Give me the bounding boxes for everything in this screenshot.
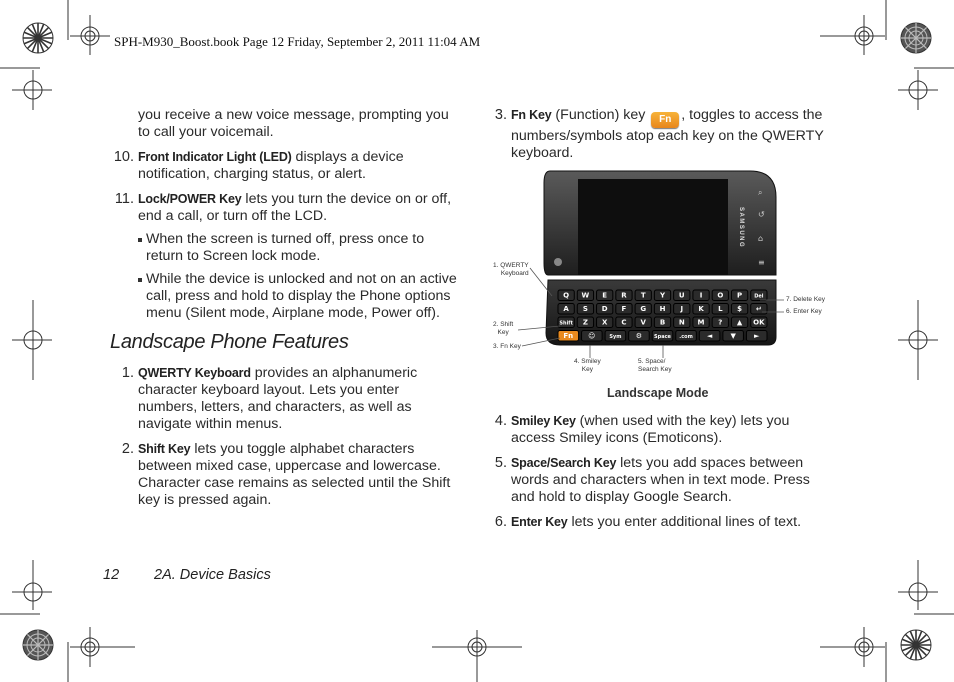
keyboard-key-label: G bbox=[640, 305, 647, 313]
back-icon: ↺ bbox=[758, 210, 765, 219]
item-number: 3. bbox=[494, 107, 507, 123]
list-item-qwerty bbox=[121, 365, 460, 433]
keyboard-key-label: OK bbox=[753, 318, 765, 327]
keyboard-key-label: A bbox=[563, 305, 569, 313]
item-number: 6. bbox=[494, 514, 507, 530]
search-icon: ⌕ bbox=[758, 188, 763, 197]
keyboard-key-label: X bbox=[601, 318, 608, 327]
bullet-text: While the device is unlocked and not on an active call, press and hold to display the Phone options menu (Silent mode, Airplane mode, Power off). bbox=[146, 271, 457, 321]
list-item-smiley bbox=[494, 413, 833, 447]
keyboard-key-label: I bbox=[699, 291, 703, 300]
keyboard-key-label: Q bbox=[563, 291, 570, 300]
item-term: Smiley Key bbox=[511, 414, 576, 428]
keyboard-key-label: Space bbox=[654, 334, 671, 340]
callout-delete: 7. Delete Key bbox=[786, 296, 826, 303]
keyboard-key-label: ☺ bbox=[588, 332, 596, 340]
callout-enter: 6. Enter Key bbox=[786, 308, 822, 315]
print-header: SPH-M930_Boost.book Page 12 Friday, September 2, 2011 11:04 AM bbox=[114, 34, 481, 49]
fn-key-icon: Fn bbox=[651, 112, 679, 128]
keyboard-key-label: D bbox=[601, 305, 608, 313]
item-term: Front Indicator Light (LED) bbox=[138, 150, 292, 164]
keyboard-key-label: Shift bbox=[559, 320, 573, 327]
home-icon: ⌂ bbox=[758, 234, 764, 243]
list-item-fn bbox=[494, 107, 833, 162]
item-number: 4. bbox=[494, 413, 507, 429]
left-column bbox=[113, 107, 460, 322]
callout-shift: 2. Shift Key bbox=[493, 321, 514, 336]
item-term: Space/Search Key bbox=[511, 456, 617, 470]
fn-key-item bbox=[494, 107, 833, 162]
keyboard-key-label: ▼ bbox=[730, 332, 736, 340]
keyboard-key-label: ↵ bbox=[755, 305, 762, 313]
keyboard-key-label: B bbox=[659, 318, 666, 327]
keyboard-key-label: ? bbox=[718, 318, 723, 327]
keyboard-key-label: E bbox=[602, 291, 608, 300]
callout-space: 5. Space/ Search Key bbox=[638, 358, 672, 373]
keyboard-key-label: Sym bbox=[609, 334, 622, 340]
item-number: 1. bbox=[121, 365, 134, 381]
item-text: , toggles to access the numbers/symbols atop each key on the QWERTY keyboard. bbox=[511, 107, 824, 161]
keyboard-key-label: F bbox=[621, 305, 627, 313]
keyboard-key-label: ▲ bbox=[736, 318, 743, 327]
list-item-lock-power bbox=[114, 191, 460, 225]
callout-qwerty: 1. QWERTY Keyboard bbox=[493, 262, 529, 277]
figure-caption: Landscape Mode bbox=[607, 386, 709, 400]
menu-icon: ≡ bbox=[758, 258, 765, 267]
list-item-front-indicator bbox=[113, 149, 460, 183]
keyboard-key-label: S bbox=[582, 305, 588, 313]
keyboard-key-label: V bbox=[640, 318, 646, 327]
keyboard-key-label: U bbox=[678, 291, 685, 300]
intro-text: you receive a new voice message, prompting you to call your voicemail. bbox=[138, 107, 449, 140]
callout-smiley: 4. Smiley Key bbox=[574, 358, 601, 373]
keyboard-key-label: ⚙ bbox=[635, 332, 643, 340]
brand-logo: SAMSUNG bbox=[738, 207, 744, 249]
item-text: lets you turn the device on or off, end a call, or turn off the LCD. bbox=[138, 191, 452, 224]
keyboard-key-label: N bbox=[678, 318, 685, 327]
item-number: 2. bbox=[121, 441, 134, 457]
keyboard-key-label: ► bbox=[754, 332, 760, 340]
keyboard-key-label: $ bbox=[737, 305, 743, 313]
page-number: 12 bbox=[103, 567, 120, 583]
item-term: QWERTY Keyboard bbox=[138, 366, 251, 380]
item-text: lets you add spaces between words and characters when in text mode. Press and hold to display Google Search. bbox=[511, 455, 810, 505]
section-name: 2A. Device Basics bbox=[154, 567, 271, 583]
list-item-shift bbox=[121, 441, 460, 509]
right-list bbox=[494, 413, 833, 531]
keyboard-key-label: .com bbox=[679, 334, 693, 340]
keyboard-key-label: W bbox=[581, 291, 590, 300]
item-term: Fn Key bbox=[511, 108, 552, 122]
keyboard-key-label: H bbox=[659, 305, 666, 313]
item-text: lets you toggle alphabet characters between mixed case, uppercase and lowercase. Character case remains as selected until the Shift key is pressed again. bbox=[138, 441, 451, 508]
keyboard-key-label: Z bbox=[582, 318, 588, 327]
keyboard-key-label: K bbox=[698, 305, 704, 313]
item-number: 11. bbox=[114, 191, 134, 207]
item-text: (Function) key bbox=[551, 107, 650, 123]
keyboard-key-label: O bbox=[717, 291, 724, 300]
landscape-phone-illustration bbox=[490, 167, 790, 377]
item-text: provides an alphanumeric character keyboard layout. Lets you enter numbers, letters, and characters, as well as navigate within menus. bbox=[138, 365, 418, 432]
item-text: displays a device notification, charging status, or alert. bbox=[138, 149, 404, 182]
keyboard-key-label: Del bbox=[754, 293, 764, 300]
item-term: Lock/POWER Key bbox=[138, 192, 242, 206]
keyboard-key-label: P bbox=[737, 291, 743, 300]
keyboard-key-label: ◄ bbox=[706, 332, 713, 340]
keyboard-key-label: M bbox=[697, 318, 705, 327]
keyboard-key-label: L bbox=[718, 305, 723, 313]
item-text: (when used with the key) lets you access Smiley icons (Emoticons). bbox=[511, 413, 790, 446]
bullet-item bbox=[138, 271, 460, 322]
callout-fn: 3. Fn Key bbox=[493, 343, 521, 350]
item-term: Enter Key bbox=[511, 515, 568, 529]
section-title: Landscape Phone Features bbox=[110, 331, 349, 353]
keyboard-key-label: Y bbox=[659, 291, 666, 300]
bullet-text: When the screen is turned off, press once to return to Screen lock mode. bbox=[146, 231, 425, 264]
item-number: 10. bbox=[113, 149, 134, 165]
list-item-space bbox=[494, 455, 833, 506]
item-text: lets you enter additional lines of text. bbox=[567, 514, 802, 530]
keyboard-key-label: C bbox=[621, 318, 627, 327]
list-item-enter bbox=[494, 514, 833, 531]
keyboard-key-label: R bbox=[621, 291, 627, 300]
item-number: 5. bbox=[494, 455, 507, 471]
keyboard-key-label: Fn bbox=[563, 332, 574, 340]
features-list bbox=[121, 365, 460, 509]
camera-icon bbox=[554, 258, 562, 266]
keyboard-key-label: J bbox=[680, 305, 684, 313]
keyboard-key-label: T bbox=[640, 291, 646, 300]
bullet-item bbox=[138, 231, 460, 265]
item-term: Shift Key bbox=[138, 442, 191, 456]
